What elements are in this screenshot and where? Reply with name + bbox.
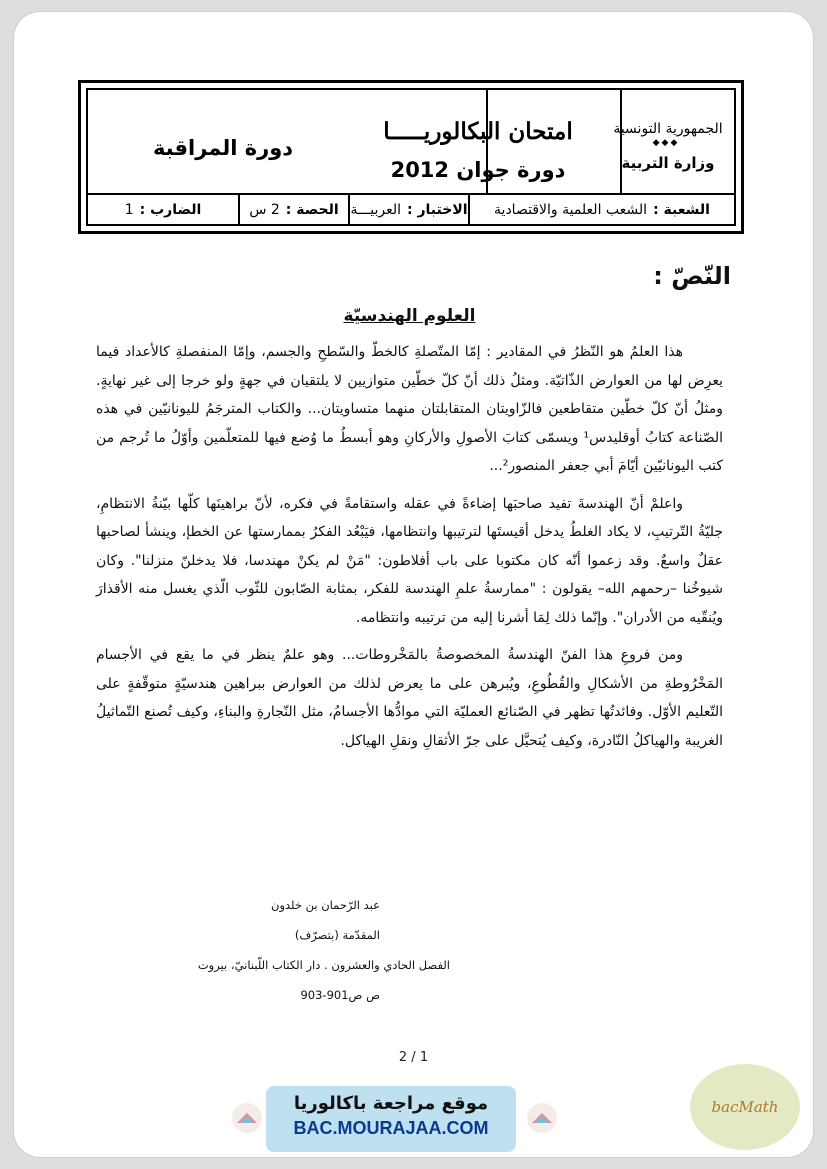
control-session: دورة المراقبة [152, 136, 294, 160]
section-cell [468, 195, 734, 225]
paragraph: هذا العلمُ هو النّظرُ في المقادير : إمّا المتّصلةِ كالخطّ والسّطحِ والجسم، وإمّا المنفصلةِ كالأعداد فيما يعرِض لها من العوارض الذّاتيّة. ومثلُ ذلك أنّ كلّ خطّين متوازيين لا يلتقيان في جهةٍ ولو خرجا إلى غير نهايةٍ. ومثلُ أنّ كلّ خطّين متقاطعين فالزّاويتان المتقابلتان منهما متساويتان... والكتاب المترجَمُ لليونانيّين في هذه الصّناعة كتابُ أوقليدس¹ ويسمّى كتابَ الأصولِ والأركانِ وهو أبسطُ ما وُضع فيها للمتعلّمين وأوّلُ ما تُرجم من كتب اليونانيّين أيّامَ أبي جعفر المنصور²... [96, 344, 723, 474]
exam-text [96, 262, 731, 764]
section-label: الشعبة : [653, 202, 710, 218]
duration-cell [238, 195, 348, 225]
text-label: النّصّ : [653, 262, 731, 290]
coef-value: 1 [124, 202, 134, 218]
page-number: 2 / 1 [398, 1050, 429, 1065]
exam-title: امتحان البكالوريـــــا [383, 118, 573, 145]
section-value: الشعب العلمية والاقتصادية [494, 202, 648, 218]
bacmath-watermark: bacMath [690, 1064, 800, 1150]
site-logo-icon [527, 1103, 557, 1133]
site-logo-icon [232, 1103, 262, 1133]
duration-label: الحصة : [285, 202, 339, 218]
subject-cell [348, 195, 468, 225]
subject-value: العربيـــة [350, 202, 402, 218]
text-title: العلوم الهندسيّة [343, 306, 476, 326]
coef-cell [88, 195, 238, 225]
diamond-ornament: ◆◆◆ [652, 138, 680, 148]
duration-value: 2 س [249, 202, 280, 218]
site-name: موقع مراجعة باكالوريا [293, 1093, 489, 1114]
reference-chapter: الفصل الحادي والعشرون . دار الكتاب اللّبنانيّ، بيروت [197, 958, 450, 972]
coef-label: الضارب : [139, 202, 202, 218]
exam-header-inner [86, 88, 736, 226]
exam-session: دورة جوان 2012 [390, 158, 566, 182]
exam-info-row [88, 193, 734, 225]
ministry-name: وزارة التربية [621, 154, 715, 172]
reference-author: عبد الرّحمان بن خلدون [271, 898, 380, 912]
subject-label: الاختبار : [407, 202, 468, 218]
reference-pages: ص ص901-903 [300, 988, 380, 1002]
exam-header [78, 80, 744, 234]
site-banner[interactable] [266, 1086, 516, 1152]
country-name: الجمهورية التونسية [613, 121, 723, 137]
header-divider [620, 90, 622, 193]
reference-book: المقدّمة (بتصرّف) [294, 928, 380, 942]
paragraph: واعلمْ أنّ الهندسةَ تفيد صاحبَها إضاءةً في عقله واستقامةً في فكره، لأنّ براهينَها كلّها بيّنةُ الانتظامِ، جليّةُ التّرتيبِ، لا يكاد الغلطُ يدخل أقيستَها لترتيبها وانتظامها، فيَبْعُد الفكرُ بممارستها عن الخطإ، وينشأ لصاحبها عقلٌ واسعٌ. وقد زعموا أنّه كان مكتوبا على باب أفلاطون: "مَنْ لم يكنْ مهندسا، فلا يدخلنّ منزلنا". وكان شيوخُنا –رحمهم الله– يقولون : "ممارسةُ علمِ الهندسة للفكر، بمثابة الصّابون للثّوب الّذي يغسل منه الأقذارَ ويُنقّيه من الأدران". وإنّما ذلك لِمَا أشرنا إليه من ترتيبه وانتظامه. [96, 495, 723, 626]
site-url[interactable]: BAC.MOURAJAA.COM [293, 1118, 489, 1138]
paragraph: ومن فروعِ هذا الفنّ الهندسةُ المخصوصةُ بالمَخْروطات... وهو علمٌ ينظر في ما يقع في الأجسام المَخْرُوطةِ من الأشكالِ والقُطُوعِ، ويُبرهن على ما يعرض لذلك من العوارض ببراهين هندسيّةٍ متوقّفةٍ على التّعليم الأوّل. وفائدتُها تظهر في الصّنائع العمليّة التي موادُّها الأجسامُ، مثل النّجارةِ والبناءِ، وكيف تُصنع التّماثيلُ الغريبة والهياكلُ النّادرة، وكيف يُتحيَّل على جرّ الأثقالِ ونقلِ الهياكل. [96, 647, 723, 749]
